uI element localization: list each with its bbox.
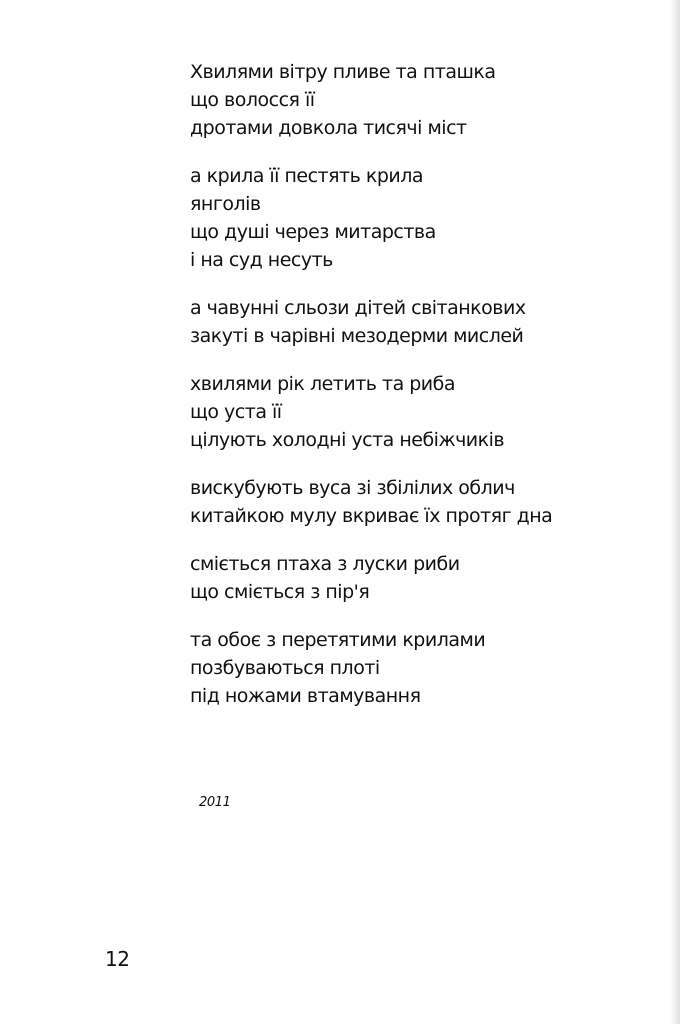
stanza-7 bbox=[190, 626, 650, 710]
poem-line: китайкою мулу вкриває їх протяг дна bbox=[190, 505, 553, 527]
stanza-2 bbox=[190, 162, 650, 274]
page-number: 12 bbox=[105, 947, 130, 971]
stanza-5 bbox=[190, 474, 650, 530]
stanza-1 bbox=[190, 58, 650, 142]
poem-line: що уста її bbox=[190, 401, 282, 423]
poem-line: що волосся її bbox=[190, 89, 315, 111]
stanza-3 bbox=[190, 294, 650, 350]
stanza-6 bbox=[190, 550, 650, 606]
poem-line: під ножами втамування bbox=[190, 685, 421, 707]
poem-line: закуті в чарівні мезодерми мислей bbox=[190, 325, 524, 347]
poem-line: хвилями рік летить та риба bbox=[190, 373, 456, 395]
page-edge-shadow bbox=[670, 0, 680, 1024]
poem-line: вискубують вуса зі збілілих облич bbox=[190, 477, 515, 499]
poem-line: і на суд несуть bbox=[190, 249, 333, 271]
poem-year: 2011 bbox=[199, 795, 231, 810]
poem-line: позбуваються плоті bbox=[190, 657, 380, 679]
poem-line: що душі через митарства bbox=[190, 221, 436, 243]
poem-line: Хвилями вітру пливе та пташка bbox=[190, 61, 496, 83]
poem-line: та обоє з перетятими крилами bbox=[190, 629, 486, 651]
poem-line: що сміється з пір'я bbox=[190, 581, 370, 603]
poem-line: янголів bbox=[190, 193, 261, 215]
poem-line: дротами довкола тисячі міст bbox=[190, 117, 467, 139]
poem-line: а чавунні сльози дітей світанкових bbox=[190, 297, 526, 319]
poem-line: цілують холодні уста небіжчиків bbox=[190, 429, 505, 451]
poem-line: а крила її пестять крила bbox=[190, 165, 424, 187]
poem-line: сміється птаха з луски риби bbox=[190, 553, 460, 575]
stanza-4 bbox=[190, 370, 650, 454]
poem bbox=[190, 58, 650, 730]
